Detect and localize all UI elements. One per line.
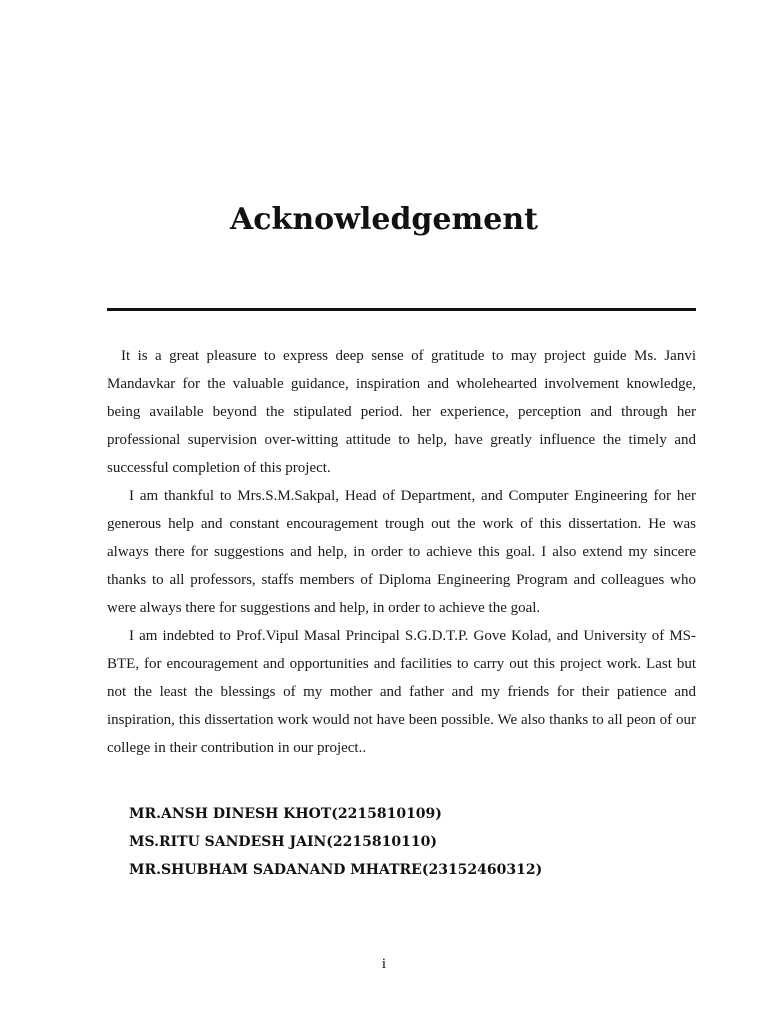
page-title: Acknowledgement — [230, 202, 538, 237]
paragraph-2: I am thankful to Mrs.S.M.Sakpal, Head of Department, and Computer Engineering for her generous help and constant encouragement trough out the work of this dissertation. He was always there for suggestions and help, in order to achieve this goal. I also extend my sincere thanks to all professors, staffs members of Diploma Engineering Program and colleagues who were always there for suggestions and help, in order to achieve the goal. — [107, 488, 696, 616]
paragraph-1: It is a great pleasure to express deep sense of gratitude to may project guide Ms. Janvi Mandavkar for the valuable guidance, inspiration and wholehearted involvement knowledge, being available beyond the stipulated period. her experience, perception and through her professional supervision over-witting attitude to help, have greatly influence the timely and successful completion of this project. — [107, 348, 696, 476]
author-name: MR.ANSH DINESH KHOT(2215810109) — [129, 806, 442, 822]
page-number: i — [381, 956, 387, 972]
author-name: MS.RITU SANDESH JAIN(2215810110) — [129, 834, 437, 850]
acknowledgement-body — [107, 342, 696, 762]
author-name: MR.SHUBHAM SADANAND MHATRE(23152460312) — [129, 862, 543, 878]
paragraph-3: I am indebted to Prof.Vipul Masal Principal S.G.D.T.P. Gove Kolad, and University of MS- BTE, for encouragement and opportunities and facilities to carry out this project work. Last but not the least the blessings of my mother and father and my friends for their patience and inspiration, this dissertation work would not have been possible. We also thanks to all peon of our college in their contribution in our project.. — [107, 628, 696, 756]
author-list — [129, 800, 689, 884]
title-divider — [107, 308, 696, 311]
